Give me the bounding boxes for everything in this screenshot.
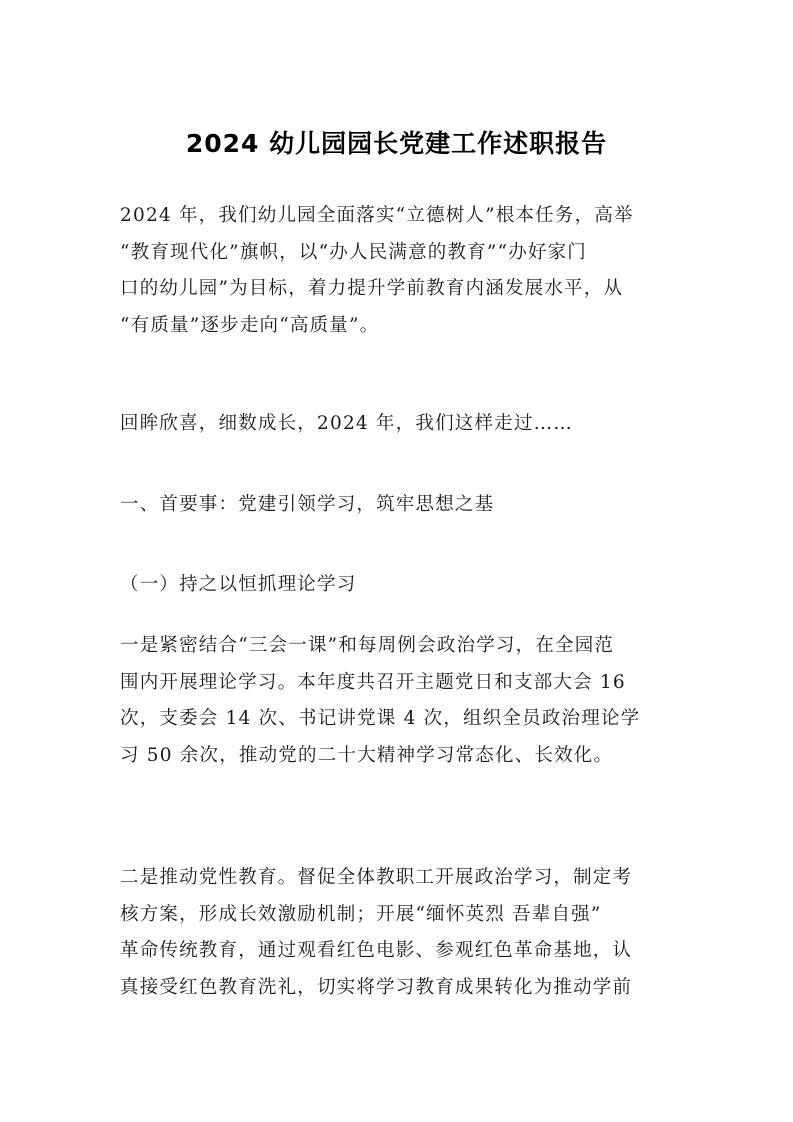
text-line: 一是紧密结合“三会一课”和每周例会政治学习，在全园范 (120, 635, 615, 656)
paragraph-party-education (120, 860, 678, 1006)
section-heading-1 (120, 487, 678, 524)
text-line: “有质量”逐步走向“高质量”。 (120, 314, 380, 336)
paragraph-intro (120, 198, 678, 344)
text-line: 一、首要事：党建引领学习，筑牢思想之基 (120, 494, 495, 515)
text-line: 次，支委会 14 次、书记讲党课 4 次，组织全员政治理论学 (120, 708, 641, 729)
text-line: 二是推动党性教育。督促全体教职工开展政治学习，制定考 (120, 867, 633, 888)
subsection-heading-1 (120, 567, 678, 604)
paragraph-review (120, 406, 678, 443)
text-line: 习 50 余次，推动党的二十大精神学习常态化、长效化。 (120, 744, 614, 766)
text-line: 2024 年，我们幼儿园全面落实“立德树人”根本任务，高举 (120, 205, 634, 226)
text-line: 口的幼儿园”为目标，着力提升学前教育内涵发展水平，从 (120, 278, 624, 299)
text-line: 围内开展理论学习。本年度共召开主题党日和支部大会 16 (120, 671, 626, 693)
text-line: 核方案，形成长效激励机制；开展“缅怀英烈 吾辈自强” (120, 903, 602, 925)
paragraph-theory-study (120, 628, 678, 774)
document-title: 2024 幼儿园园长党建工作述职报告 (185, 129, 608, 158)
text-line: 真接受红色教育洗礼，切实将学习教育成果转化为推动学前 (120, 976, 633, 998)
text-line: 回眸欣喜，细数成长，2024 年，我们这样走过…… (120, 413, 573, 434)
text-line: （一）持之以恒抓理论学习 (120, 574, 357, 595)
text-line: 革命传统教育，通过观看红色电影、参观红色革命基地，认 (120, 940, 633, 961)
text-line: “教育现代化”旗帜，以“办人民满意的教育”“办好家门 (120, 241, 587, 263)
